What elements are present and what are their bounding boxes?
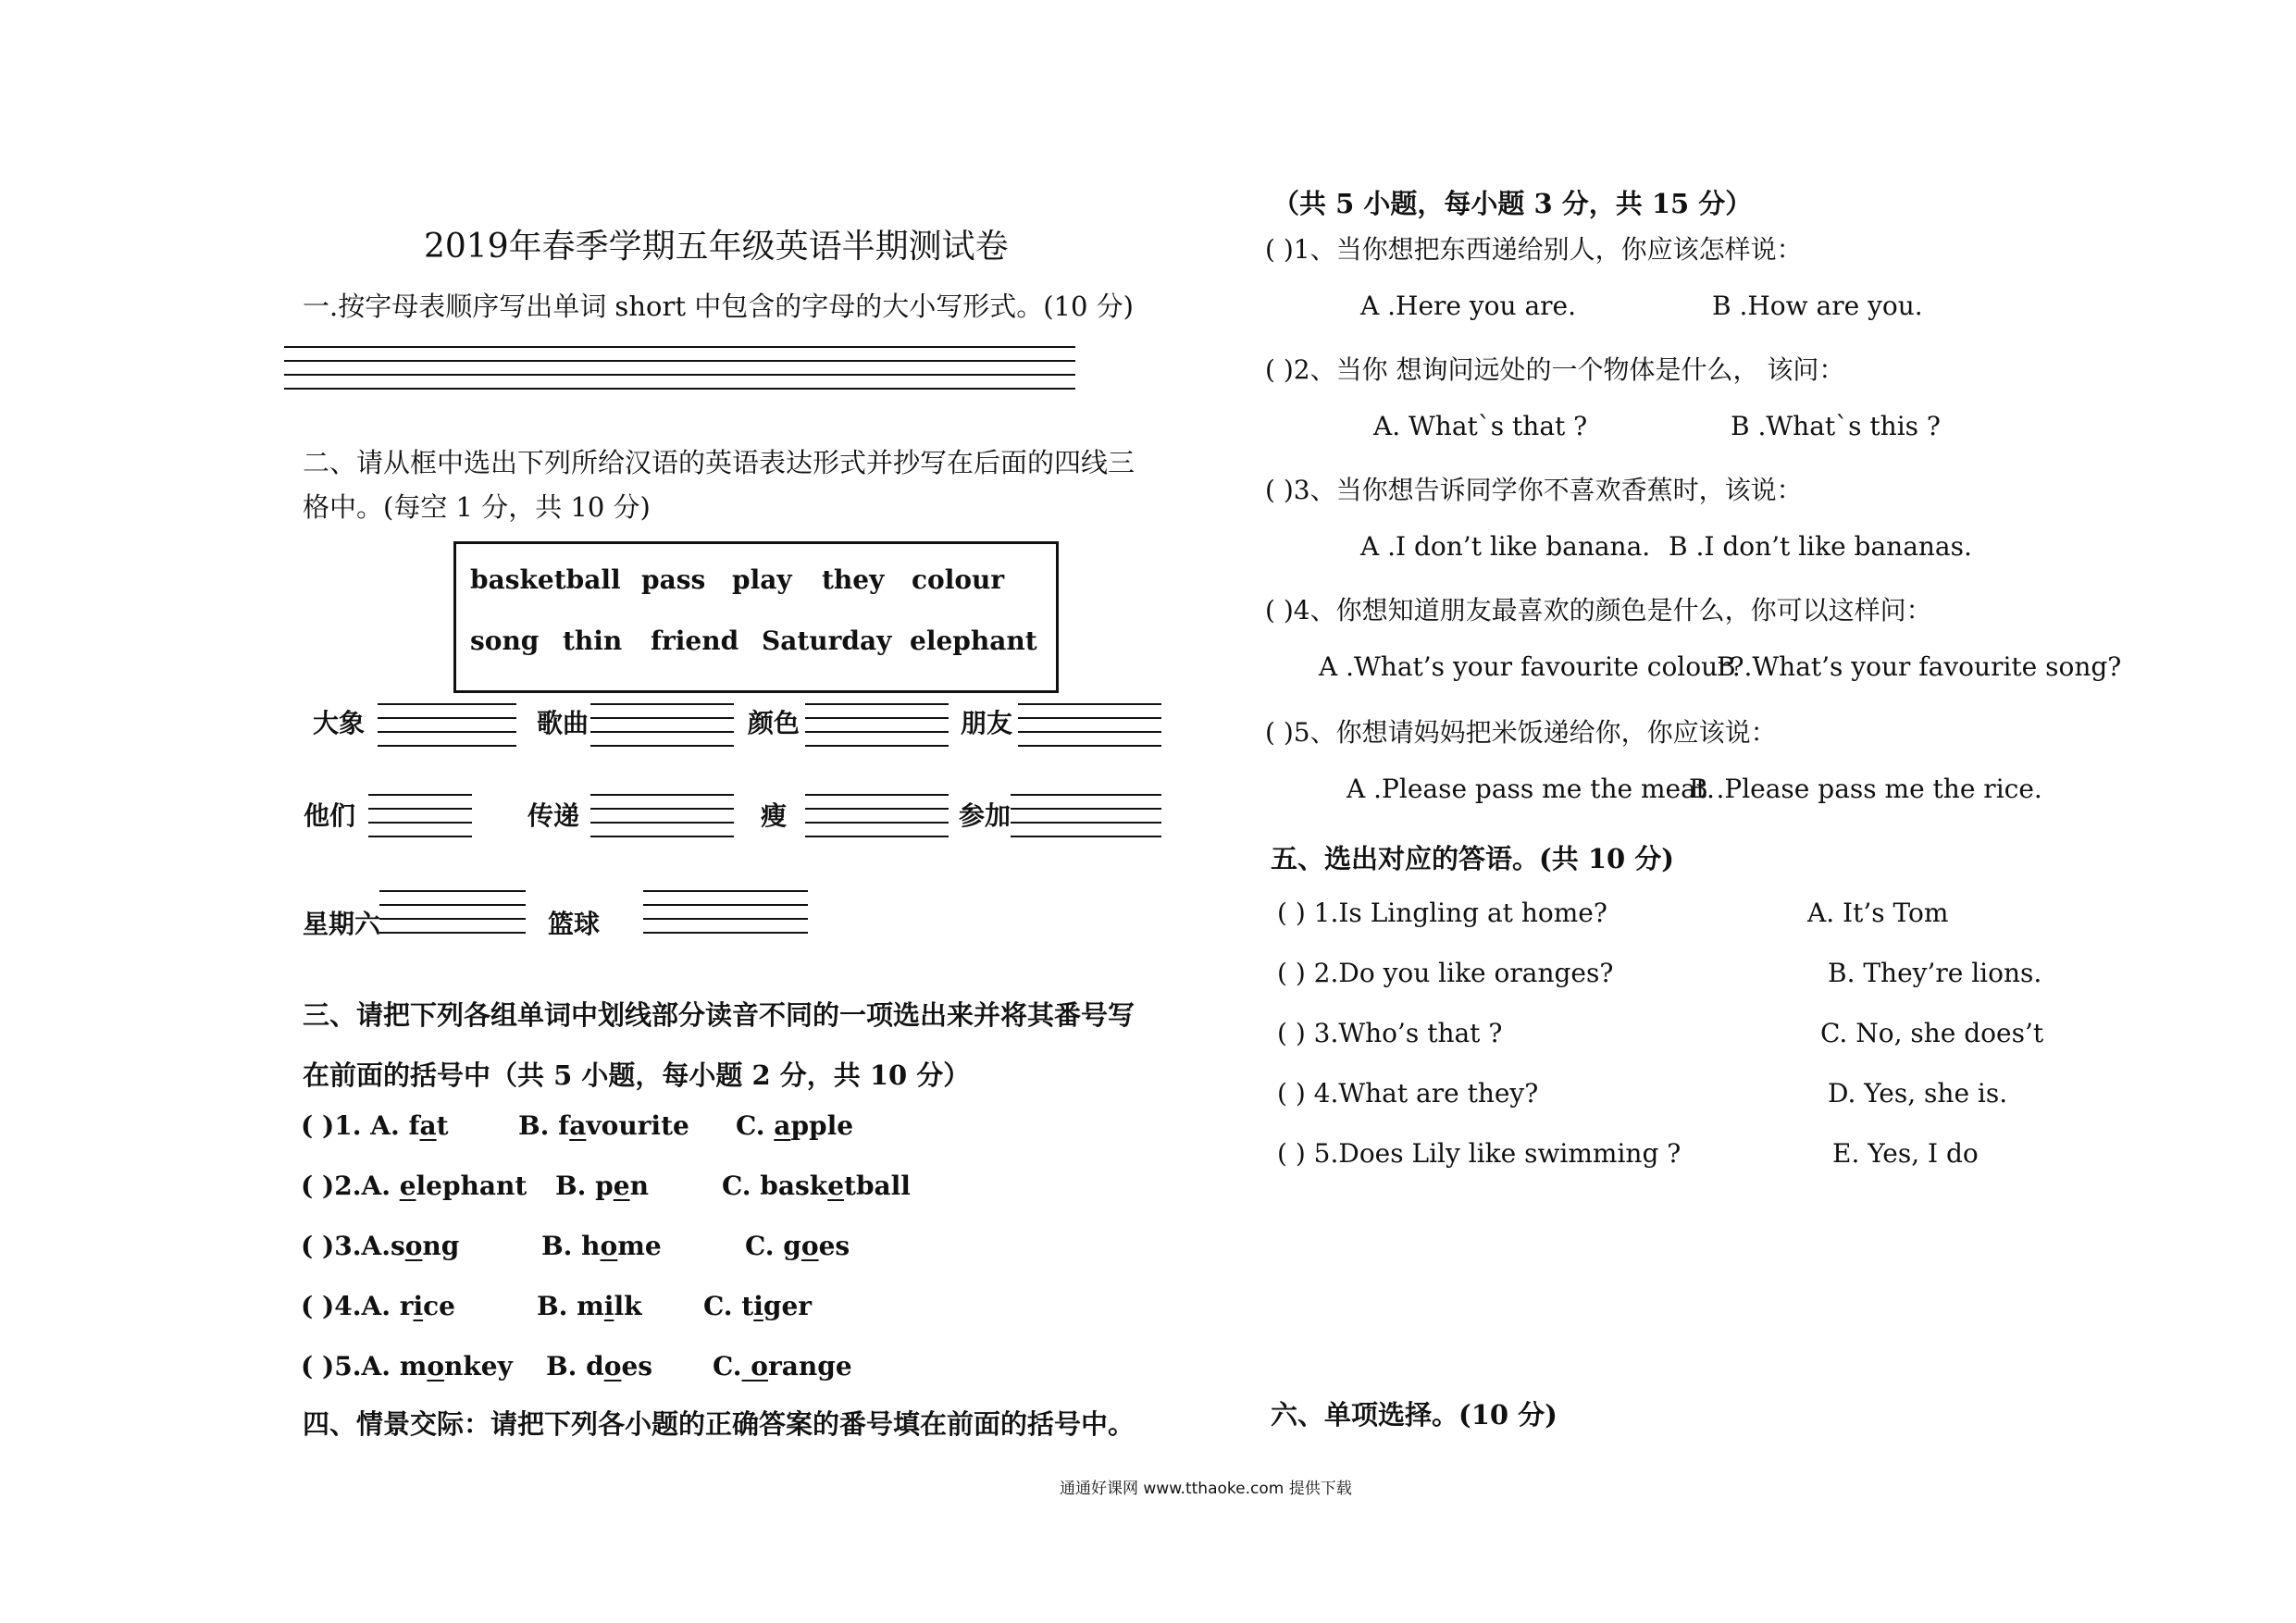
- section-6-heading: 六、单项选择。(10 分): [1271, 1399, 1558, 1431]
- page-title: 2019年春季学期五年级英语半期测试卷: [424, 228, 1009, 266]
- word-elephant: elephant: [910, 626, 1037, 656]
- situation-option-a: A .I don’t like banana.: [1360, 531, 1651, 562]
- grid-pass[interactable]: [590, 794, 734, 838]
- word-pass: pass: [641, 564, 706, 595]
- match-question: ( ) 3.Who’s that ?: [1277, 1018, 1503, 1048]
- match-question: ( ) 5.Does Lily like swimming ?: [1277, 1138, 1682, 1169]
- grid-colour[interactable]: [805, 703, 949, 748]
- option-b: B. home: [541, 1231, 662, 1261]
- word-song: song: [470, 626, 540, 656]
- label-song: 歌曲: [537, 708, 590, 738]
- situation-question: ( )5、你想请妈妈把米饭递给你，你应该说：: [1265, 717, 1777, 748]
- option-c: C. goes: [745, 1231, 850, 1261]
- underlined-sound: e: [613, 1171, 630, 1201]
- label-pass: 传递: [527, 800, 580, 831]
- underlined-sound: o: [600, 1231, 618, 1261]
- section-3-heading-line1: 三、请把下列各组单词中划线部分读音不同的一项选出来并将其番号写: [303, 999, 1136, 1031]
- underlined-sound: e: [827, 1171, 845, 1201]
- grid-friend[interactable]: [1018, 703, 1161, 748]
- underlined-sound: o: [800, 1231, 819, 1261]
- match-question: ( ) 4.What are they?: [1277, 1078, 1539, 1109]
- underlined-sound: a: [774, 1110, 791, 1141]
- underlined-sound: a: [419, 1110, 437, 1141]
- situation-option-b: B .What’s your favourite song?: [1717, 651, 2122, 682]
- label-thin: 瘦: [761, 800, 788, 831]
- section-1-heading: 一.按字母表顺序写出单词 short 中包含的字母的大小写形式。(10 分): [303, 291, 1134, 322]
- underlined-sound: i: [753, 1291, 763, 1321]
- option-b: B. pen: [555, 1171, 649, 1201]
- situation-option-b: B .Please pass me the rice.: [1689, 774, 2042, 804]
- section-3-heading-line2: 在前面的括号中（共 5 小题，每小题 2 分，共 10 分）: [303, 1059, 971, 1091]
- phonics-row: [301, 1291, 455, 1321]
- label-play: 参加: [959, 800, 1011, 831]
- option-a: song: [390, 1231, 460, 1261]
- underlined-sound: o: [603, 1351, 622, 1381]
- phonics-row: [301, 1171, 527, 1201]
- situation-option-b: B .I don’t like bananas.: [1669, 531, 1972, 562]
- phonics-row: [301, 1351, 513, 1381]
- match-question: ( ) 2.Do you like oranges?: [1277, 958, 1614, 988]
- phonics-row: [301, 1110, 449, 1141]
- situation-option-a: A .Here you are.: [1360, 291, 1577, 321]
- underlined-sound: o: [404, 1231, 423, 1261]
- grid-basketball[interactable]: [643, 890, 808, 935]
- situation-option-a: A. What`s that ?: [1373, 411, 1588, 441]
- word-colour: colour: [912, 564, 1005, 595]
- underlined-sound: o: [427, 1351, 445, 1381]
- section-2-heading-line2: 格中。(每空 1 分，共 10 分): [303, 491, 651, 523]
- label-basketball: 篮球: [548, 909, 601, 939]
- label-colour: 颜色: [748, 708, 800, 738]
- situation-question: ( )4、你想知道朋友最喜欢的颜色是什么，你可以这样问：: [1265, 595, 1932, 626]
- grid-elephant[interactable]: [378, 703, 516, 748]
- word-play: play: [732, 564, 792, 595]
- label-friend: 朋友: [961, 708, 1013, 738]
- phonics-number-bracket[interactable]: ( )4.A.: [301, 1291, 400, 1321]
- phonics-number-bracket[interactable]: ( )2.A.: [301, 1171, 391, 1201]
- word-basketball: basketball: [470, 564, 621, 595]
- option-c: C. apple: [736, 1110, 854, 1141]
- phonics-number-bracket[interactable]: ( )1. A.: [301, 1110, 409, 1141]
- option-a: fat: [408, 1110, 449, 1141]
- option-b: B. milk: [537, 1291, 642, 1321]
- word-thin: thin: [563, 626, 623, 656]
- situation-question: ( )3、当你想告诉同学你不喜欢香蕉时，该说：: [1265, 475, 1803, 505]
- match-answer: D. Yes, she is.: [1828, 1078, 2008, 1109]
- footer-credit: 通通好课网 www.tthaoke.com 提供下载: [1060, 1480, 1352, 1498]
- label-saturday: 星期六: [303, 909, 381, 939]
- situation-question: ( )1、当你想把东西递给别人，你应该怎样说：: [1265, 234, 1803, 265]
- section-4-subheading: （共 5 小题，每小题 3 分，共 15 分）: [1272, 188, 1753, 219]
- option-a: elephant: [399, 1171, 527, 1201]
- situation-question: ( )2、当你 想询问远处的一个物体是什么， 该问：: [1265, 354, 1845, 385]
- option-c: C. tiger: [703, 1291, 813, 1321]
- option-b: B. favourite: [518, 1110, 689, 1141]
- option-a: rice: [399, 1291, 455, 1321]
- section-4-heading: 四、情景交际：请把下列各小题的正确答案的番号填在前面的括号中。: [303, 1408, 1136, 1440]
- match-answer: E. Yes, I do: [1832, 1138, 1979, 1169]
- match-answer: C. No, she does’t: [1820, 1018, 2044, 1048]
- grid-thin[interactable]: [805, 794, 949, 838]
- option-c: C. orange: [713, 1351, 852, 1381]
- underlined-sound: a: [569, 1110, 587, 1141]
- section-2-heading-line1: 二、请从框中选出下列所给汉语的英语表达形式并抄写在后面的四线三: [303, 447, 1136, 478]
- word-saturday: Saturday: [762, 626, 892, 656]
- situation-option-b: B .How are you.: [1712, 291, 1923, 321]
- word-box: [453, 541, 1059, 693]
- underlined-sound: i: [413, 1291, 424, 1321]
- label-they: 他们: [304, 800, 356, 831]
- section-5-heading: 五、选出对应的答语。(共 10 分): [1271, 843, 1674, 874]
- phonics-row: [301, 1231, 459, 1261]
- grid-saturday[interactable]: [379, 890, 526, 935]
- grid-song[interactable]: [590, 703, 734, 748]
- option-b: B. does: [546, 1351, 653, 1381]
- option-c: C. basketball: [722, 1171, 911, 1201]
- option-a: monkey: [399, 1351, 513, 1381]
- word-friend: friend: [651, 626, 739, 656]
- match-answer: A. It’s Tom: [1807, 898, 1949, 928]
- phonics-number-bracket[interactable]: ( )5.A.: [301, 1351, 400, 1381]
- underlined-sound: o: [741, 1351, 768, 1381]
- match-question: ( ) 1.Is Lingling at home?: [1277, 898, 1607, 928]
- match-answer: B. They’re lions.: [1828, 958, 2042, 988]
- grid-play[interactable]: [1011, 794, 1161, 838]
- section-1-writing-lines[interactable]: [284, 346, 1075, 392]
- situation-option-a: A .What’s your favourite colour?: [1319, 651, 1744, 682]
- situation-option-a: A .Please pass me the meat.: [1347, 774, 1715, 804]
- label-elephant: 大象: [313, 708, 366, 738]
- phonics-number-bracket[interactable]: ( )3.A.: [301, 1231, 391, 1261]
- situation-option-b: B .What`s this ?: [1731, 411, 1941, 441]
- grid-they[interactable]: [368, 794, 472, 838]
- underlined-sound: i: [603, 1291, 614, 1321]
- word-they: they: [822, 564, 885, 595]
- underlined-sound: e: [399, 1171, 416, 1201]
